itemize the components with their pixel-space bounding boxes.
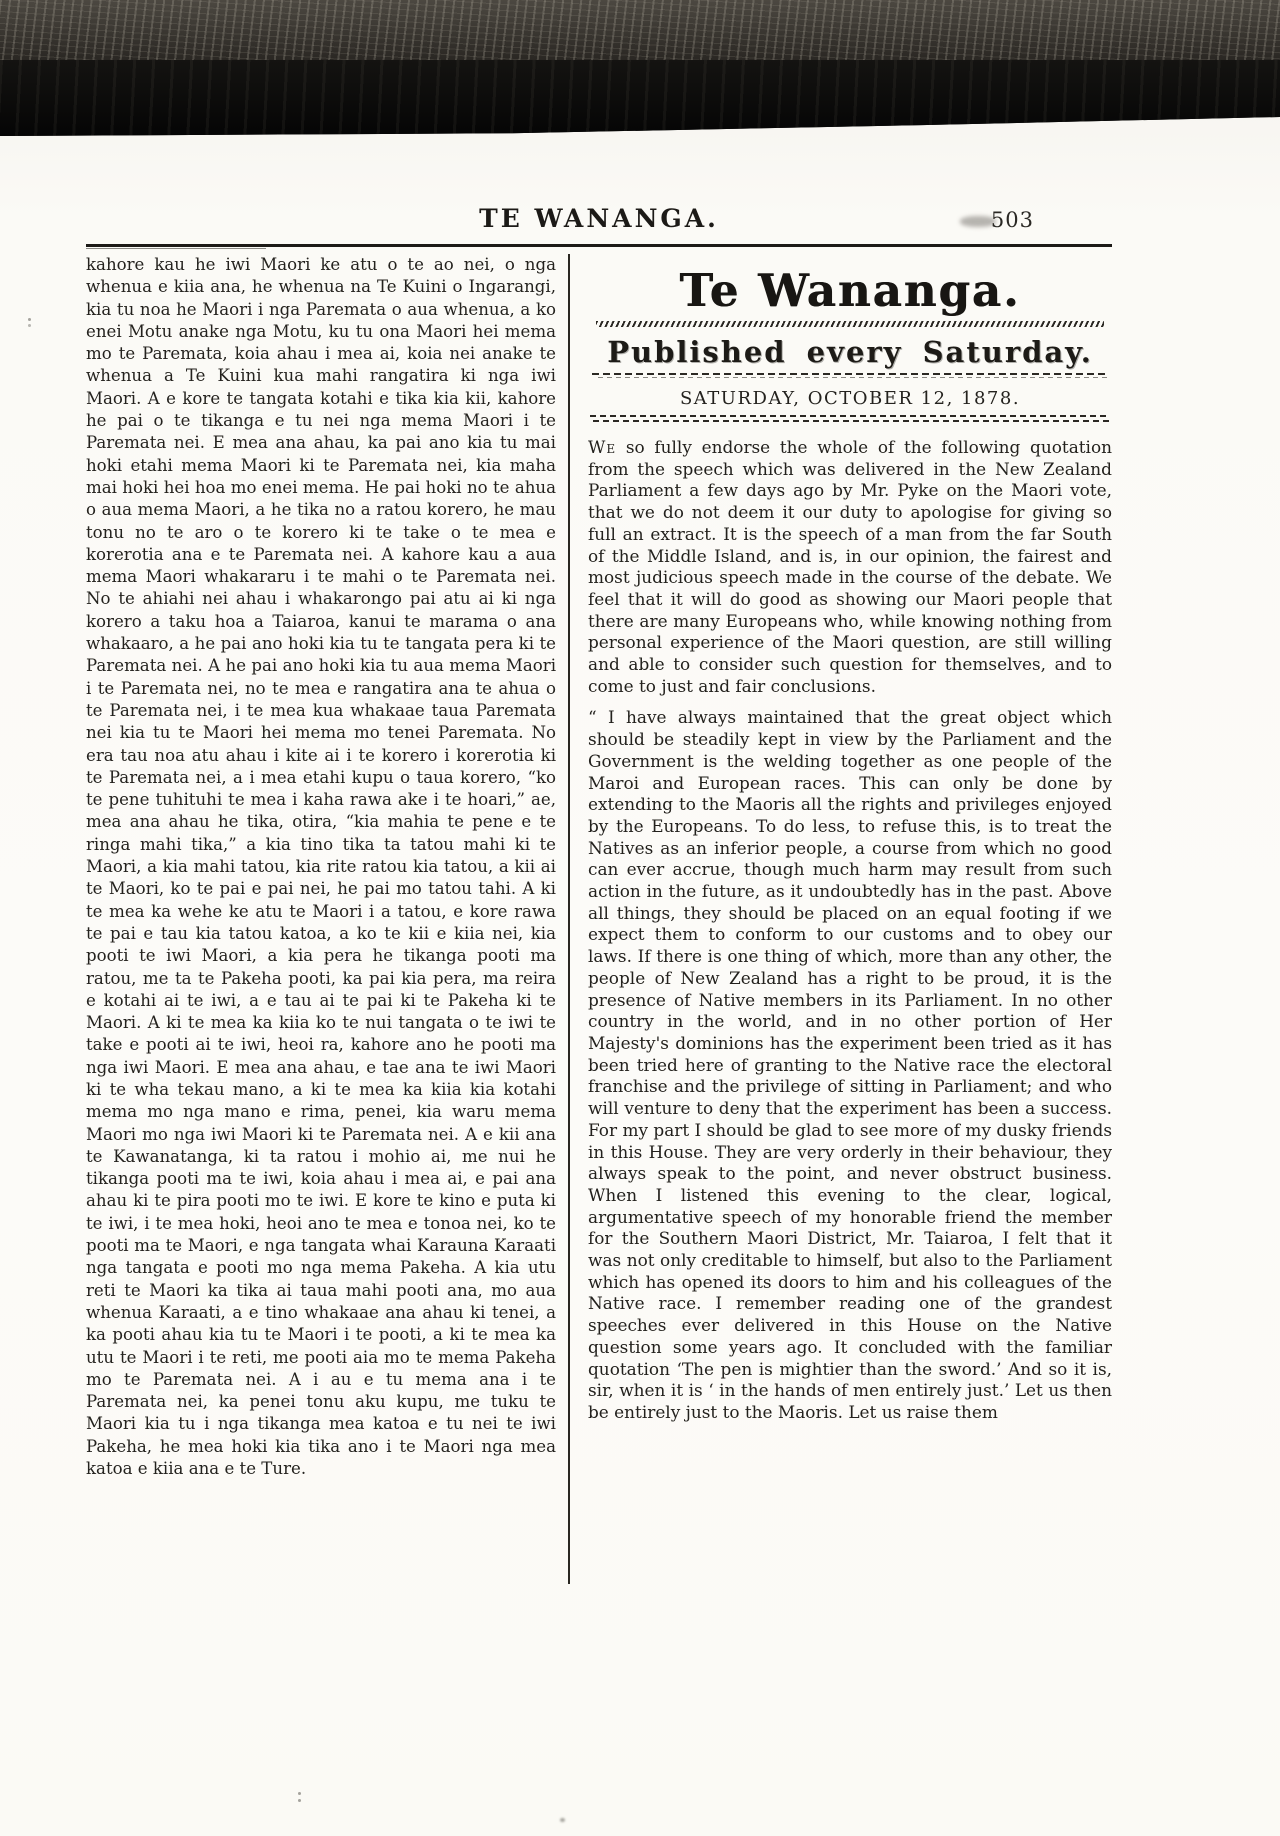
scan-speck xyxy=(28,318,31,321)
running-head xyxy=(86,204,1112,246)
masthead-title: Te Wananga. xyxy=(679,264,1021,317)
page-number: 503 xyxy=(990,208,1034,232)
scan-speck xyxy=(298,1792,301,1795)
editorial-paragraph xyxy=(588,437,1112,697)
scan-mottle-texture xyxy=(0,0,1280,60)
english-column xyxy=(570,254,1112,1584)
editorial-body xyxy=(588,437,1112,1424)
ornamental-rule-wavy xyxy=(596,321,1104,327)
scan-black-texture xyxy=(0,60,1280,136)
editorial-paragraph-text: so fully endorse the whole of the following quotation from the speech which was delivered in the New Zealand Parliament a few days ago by Mr. Pyke on the Maori vote, that we do not deem it our duty to apologise for giving so full an extract. It is the speech of a man from the far South of the Middle Island, and is, in our opinion, the fairest and most judicious speech made in the course of the debate. We feel that it will do good as showing our Maori people that there are many Europeans who, while knowing nothing from personal experience of the Maori question, are still willing and able to consider such question for themselves, and to come to just and fair conclusions. xyxy=(588,437,1112,696)
scan-artifact-band xyxy=(0,0,1280,136)
published-line: Published every Saturday. xyxy=(607,335,1093,369)
maori-column xyxy=(86,254,556,1584)
maori-column-text: kahore kau he iwi Maori ke atu o te ao nei, o nga whenua e kiia ana, he whenua na Te Kuini o Ingarangi, kia tu noa he Maori i nga Paremata o aua whenua, a ko enei Motu anake nga Motu, ku tu ona Maori hei mema mo te Paremata, koia ahau i mea ai, koia nei anake te whenua a Te Kuini kua mahi rangatira ki nga iwi Maori. A e kore te tangata kotahi e tika kia kii, kahore he pai o te tikanga e tu nei nga mema Maori i te Paremata nei. E mea ana ahau, ka pai ano kia tu mai hoki etahi mema Maori ki te Paremata nei, kia maha mai hoki hei hoa mo enei mema. He pai hoki no te ahua o aua mema Maori, a he tika no a ratou korero, he mau tonu no te aro o te korero ki te take o te mea e korerotia ana e te Paremata nei. A kahore kau a aua mema Maori whakararu i te mahi o te Paremata nei. No te ahiahi nei ahau i whakarongo pai atu ai ki nga korero a taku hoa a Taiaroa, kanui te marama o ana whakaaro, a he pai ano hoki kia tu te tangata pera ki te Paremata nei. A he pai ano hoki kia tu aua mema Maori i te Paremata nei, no te mea e rangatira ana te ahua o te Paremata nei, i te mea kua whakaae taua Paremata nei kia tu te Maori hei mema mo tenei Paremata. No era tau noa atu ahau i kite ai i te korero i korerotia ki te Paremata nei, a i mea etahi kupu o taua korero, “ko te pene tuhituhi te mea i kaha rawa ake i te hoari,” ae, mea ana ahau he tika, otira, “kia mahia te pene e te ringa mahi tika,” a kia tino tika ta tatou mahi ki te Maori, a kia mahi tatou, kia rite ratou kia tatou, a kii ai te Maori, ko te pai e pai nei, he pai mo tatou tahi. A ki te mea ka wehe ke atu te Maori i a tatou, e kore rawa te pai e tau kia tatou katoa, a ko te kii e kiia nei, kia pooti te iwi Maori, a kia pera he tikanga pooti ma ratou, me ta te Pakeha pooti, ka pai kia pera, ma reira e kotahi ai te iwi, a e tau ai te pai ki te Pakeha ki te Maori. A ki te mea ka kiia ko te nui tangata o te iwi te take e pooti ai te iwi, heoi ra, kahore ano he pooti ma nga iwi Maori. E mea ana ahau, e tae ana te iwi Maori ki te wha tekau mano, a ki te mea ka kiia kia kotahi mema mo nga mano e rima, penei, kia waru mema Maori mo nga iwi Maori ki te Paremata nei. A e kii ana te Kawanatanga, ki ta ratou i mohio ai, me nui he tikanga pooti ma te iwi, koia ahau i mea ai, e pai ana ahau ki te pira pooti mo te iwi. E kore te kino e puta ki te iwi, i te mea hoki, heoi ano te mea e tonoa nei, ko te pooti ma te Maori, e nga tangata whai Karauna Karaati nga tangata e pooti mo nga mema Pakeha. A kia utu reti te Maori ka tika ai taua mahi pooti ana, mo aua whenua Karaati, a e tino whakaae ana ahau ki tenei, a ka pooti ahau kia tu te Maori i te pooti, a ki te mea ka utu te Maori i te reti, me pooti aia mo te mema Pakeha mo te Paremata nei. A i au e tu mema ana i te Paremata nei, ka penei tonu aku kupu, me tuku te Maori kia tu i nga tikanga mea katoa e tu nei te iwi Pakeha, he mea hoki kia tika ano i te Maori nga mea katoa e kiia ana e te Ture. xyxy=(86,255,556,1479)
lead-word: We xyxy=(588,437,617,457)
ornamental-rule-dashed xyxy=(592,373,1108,378)
text-columns xyxy=(86,254,1112,1584)
date-line: SATURDAY, OCTOBER 12, 1878. xyxy=(679,388,1021,409)
newspaper-title: TE WANANGA. xyxy=(479,204,719,233)
speech-quote-paragraph: “ I have always maintained that the great object which should be steadily kept in view by the Parliament and the Government is the welding together as one people of the Maroi and European races. This can only be done by extending to the Maoris all the rights and privileges enjoyed by the Europeans. To do less, to refuse this, is to treat the Natives as an inferior people, a course from which no good can ever accrue, though much harm may result from such action in the future, as it undoubtedly has in the past. Above all things, they should be placed on an equal footing if we expect them to conform to our customs and to obey our laws. If there is one thing of which, more than any other, the people of New Zealand has a right to be proud, it is the presence of Native members in its Parliament. In no other country in the world, and in no other portion of Her Majesty's dominions has the experiment been tried as it has been tried here of granting to the Native race the electoral franchise and the privilege of sitting in Parliament; and who will venture to deny that the experiment has been a success. For my part I should be glad to see more of my dusky friends in this House. They are very orderly in their behaviour, they always speak to the point, and never obstruct business. When I listened this evening to the clear, logical, argumentative speech of my honorable friend the member for the Southern Maori District, Mr. Taiaroa, I felt that it was not only creditable to himself, but also to the Parliament which has opened its doors to him and his colleagues of the Native race. I remember reading one of the grandest speeches ever delivered in this House on the Native question some years ago. It concluded with the familiar quotation ‘The pen is mightier than the sword.’ And so it is, sir, when it is ‘ in the hands of men entirely just.’ Let us then be entirely just to the Maoris. Let us raise them xyxy=(588,707,1112,1422)
ornamental-rule-double xyxy=(590,415,1110,423)
header-rule xyxy=(86,244,1112,247)
scan-speck xyxy=(560,1818,565,1822)
